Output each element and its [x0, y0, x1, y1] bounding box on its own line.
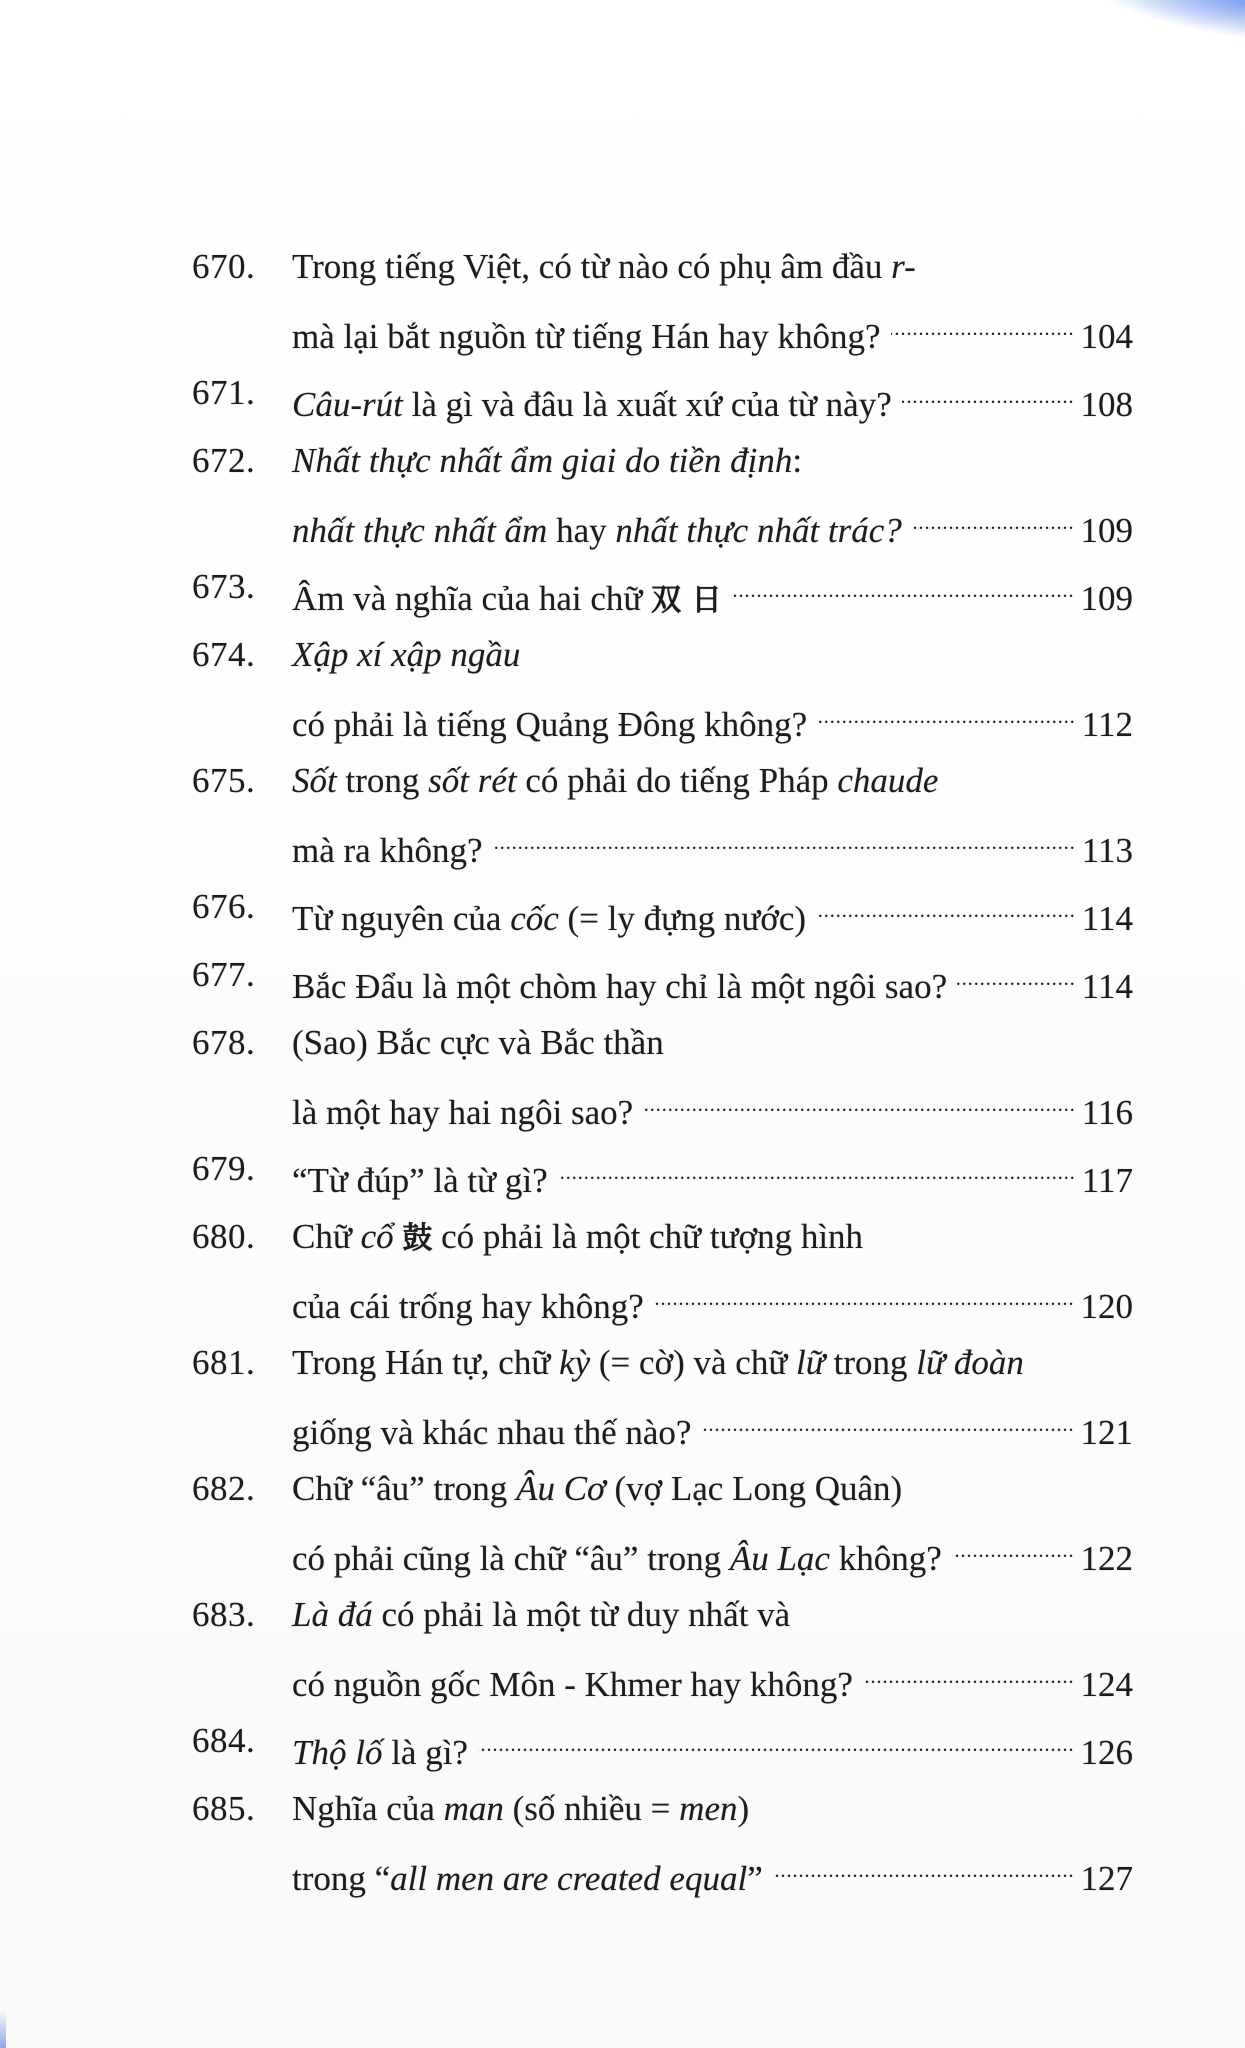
italic-term: chaude	[837, 761, 939, 800]
text-run: của cái trống hay không?	[292, 1287, 644, 1326]
text-run: Chữ	[292, 1217, 361, 1256]
text-run: (vợ Lạc Long Quân)	[605, 1469, 903, 1508]
entry-title	[292, 1020, 664, 1066]
toc-line	[0, 370, 1245, 424]
text-run: hay	[547, 511, 616, 550]
entry-text-row	[292, 370, 1133, 428]
entry-text-row	[292, 244, 1133, 290]
entry-title	[292, 964, 947, 1010]
toc-line	[0, 1786, 1245, 1832]
entry-title	[292, 1466, 902, 1512]
toc-line	[0, 952, 1245, 1006]
italic-term: Thộ lố	[292, 1733, 383, 1772]
entry-text-row	[292, 1524, 1133, 1582]
toc-line	[0, 1078, 1245, 1132]
dot-leader	[957, 952, 1076, 998]
entry-number: 683.	[192, 1595, 256, 1634]
entry-title	[292, 244, 916, 290]
text-run: trong	[824, 1343, 917, 1382]
toc-line	[0, 632, 1245, 678]
entry-title	[292, 896, 806, 942]
italic-term: Nhất thực nhất ẩm giai do tiền định	[292, 441, 793, 480]
entry-number: 674.	[192, 635, 256, 674]
page-number: 112	[1081, 705, 1133, 744]
entry-number: 684.	[192, 1721, 256, 1760]
page-number: 113	[1081, 831, 1133, 870]
dot-leader	[558, 1146, 1076, 1192]
text-run: trong “	[292, 1859, 391, 1898]
han-character: 鼓	[402, 1221, 433, 1256]
dot-leader	[863, 1650, 1075, 1696]
entry-title	[292, 314, 881, 360]
text-run: Âm và nghĩa của hai chữ	[292, 579, 652, 618]
page-number: 109	[1080, 511, 1133, 550]
entry-text-row	[292, 1146, 1133, 1204]
text-run: Từ nguyên của	[292, 899, 511, 938]
italic-term: Là đá	[292, 1595, 373, 1634]
italic-term: Xập xí xập ngầu	[292, 635, 521, 674]
toc-line	[0, 690, 1245, 744]
entry-title	[292, 1410, 691, 1456]
entry-text-row	[292, 438, 1133, 484]
text-run: trong	[336, 761, 429, 800]
toc-line	[0, 1466, 1245, 1512]
toc-line	[0, 1650, 1245, 1704]
dot-leader	[891, 302, 1075, 348]
dot-leader	[654, 1272, 1075, 1318]
entry-title	[292, 1536, 942, 1582]
toc-line	[0, 496, 1245, 550]
entry-text-row	[292, 1214, 1133, 1262]
text-run: Trong Hán tự, chữ	[292, 1343, 560, 1382]
han-character: 双 日	[651, 583, 722, 618]
entry-title	[292, 632, 520, 678]
text-run: (số nhiều =	[503, 1789, 680, 1828]
entry-text-row	[292, 1398, 1133, 1456]
toc-line	[0, 1020, 1245, 1066]
page-number: 124	[1080, 1665, 1133, 1704]
text-run: là gì và đâu là xuất xứ của từ này?	[402, 385, 892, 424]
toc-line	[0, 1146, 1245, 1200]
italic-term: lữ đoàn	[916, 1343, 1024, 1382]
text-run: Nghĩa của	[292, 1789, 444, 1828]
page-number: 120	[1080, 1287, 1133, 1326]
entry-title	[292, 828, 482, 874]
entry-number: 678.	[192, 1023, 256, 1062]
page-number: 114	[1081, 899, 1133, 938]
toc-line	[0, 244, 1245, 290]
entry-number: 679.	[192, 1149, 256, 1188]
entry-text-row	[292, 1786, 1133, 1832]
text-run: có nguồn gốc Môn - Khmer hay không?	[292, 1665, 853, 1704]
text-run: là một hay hai ngôi sao?	[292, 1093, 634, 1132]
italic-term: Âu Cơ	[516, 1469, 606, 1508]
page-number: 108	[1080, 385, 1133, 424]
entry-title	[292, 382, 892, 428]
text-run: :	[792, 441, 803, 480]
entry-text-row	[292, 496, 1133, 554]
toc-line	[0, 884, 1245, 938]
entry-number: 682.	[192, 1469, 256, 1508]
text-run: có phải là tiếng Quảng Đông không?	[292, 705, 808, 744]
italic-term: all men are created equal	[390, 1859, 748, 1898]
italic-term: r-	[891, 247, 916, 286]
entry-text-row	[292, 564, 1133, 624]
italic-term: Sốt	[292, 761, 337, 800]
toc-line	[0, 1214, 1245, 1260]
text-run: giống và khác nhau thế nào?	[292, 1413, 692, 1452]
page-number: 116	[1081, 1093, 1133, 1132]
toc-line	[0, 816, 1245, 870]
dot-leader	[816, 884, 1076, 930]
entry-number: 675.	[192, 761, 256, 800]
text-run: có phải cũng là chữ “âu” trong	[292, 1539, 730, 1578]
entry-title	[292, 1662, 853, 1708]
dot-leader	[902, 370, 1075, 416]
italic-term: cốc	[510, 899, 559, 938]
text-run: Chữ “âu” trong	[292, 1469, 517, 1508]
dot-leader	[478, 1718, 1075, 1764]
entry-text-row	[292, 1272, 1133, 1330]
entry-text-row	[292, 1466, 1133, 1512]
toc-line	[0, 1592, 1245, 1638]
dot-leader	[952, 1524, 1075, 1570]
entry-number: 671.	[192, 373, 256, 412]
entry-text-row	[292, 1650, 1133, 1708]
entry-text-row	[292, 758, 1133, 804]
entry-title	[292, 576, 722, 624]
entry-text-row	[292, 1592, 1133, 1638]
entry-number: 672.	[192, 441, 256, 480]
entry-text-row	[292, 1078, 1133, 1136]
text-run: có phải là một từ duy nhất và	[372, 1595, 791, 1634]
entry-title	[292, 438, 802, 484]
text-run: có phải là một chữ tượng hình	[432, 1217, 864, 1256]
entry-title	[292, 508, 902, 554]
toc-line	[0, 438, 1245, 484]
text-run: là gì?	[382, 1733, 468, 1772]
text-run: có phải do tiếng Pháp	[516, 761, 838, 800]
page-number: 121	[1080, 1413, 1133, 1452]
dot-leader	[912, 496, 1075, 542]
entry-title	[292, 1786, 749, 1832]
entry-text-row	[292, 690, 1133, 748]
toc-line	[0, 1340, 1245, 1386]
text-run: (= cờ) và chữ	[590, 1343, 797, 1382]
text-run: Bắc Đẩu là một chòm hay chỉ là một ngôi sao?	[292, 967, 948, 1006]
page-number: 127	[1080, 1859, 1133, 1898]
page-number: 122	[1080, 1539, 1133, 1578]
dot-leader	[732, 564, 1075, 610]
italic-term: sốt rét	[428, 761, 517, 800]
dot-leader	[643, 1078, 1076, 1124]
text-run: Trong tiếng Việt, có từ nào có phụ âm đầu	[292, 247, 892, 286]
toc-line	[0, 1524, 1245, 1578]
page-number: 109	[1080, 579, 1133, 618]
entry-text-row	[292, 1718, 1133, 1776]
dot-leader	[817, 690, 1076, 736]
toc-line	[0, 1718, 1245, 1772]
entry-number: 680.	[192, 1217, 256, 1256]
entry-number: 685.	[192, 1789, 256, 1828]
italic-term: lữ	[796, 1343, 825, 1382]
text-run: (= ly đựng nước)	[558, 899, 807, 938]
entry-title	[292, 1730, 468, 1776]
entry-text-row	[292, 1340, 1133, 1386]
italic-term: man	[443, 1789, 504, 1828]
toc-line	[0, 1272, 1245, 1326]
dot-leader	[492, 816, 1075, 862]
italic-term: kỳ	[559, 1343, 591, 1382]
entry-title	[292, 1214, 863, 1262]
entry-title	[292, 1856, 763, 1902]
text-run: )	[737, 1789, 750, 1828]
text-run: (Sao) Bắc cực và Bắc thần	[292, 1023, 664, 1062]
toc-line	[0, 564, 1245, 618]
text-run: “Từ đúp” là từ gì?	[292, 1161, 548, 1200]
dot-leader	[701, 1398, 1074, 1444]
entry-title	[292, 1158, 548, 1204]
text-run: ”	[747, 1859, 763, 1898]
toc-line	[0, 1844, 1245, 1898]
entry-text-row	[292, 1844, 1133, 1902]
entry-text-row	[292, 302, 1133, 360]
entry-title	[292, 1090, 633, 1136]
italic-term: cổ	[360, 1217, 394, 1256]
page-number: 126	[1080, 1733, 1133, 1772]
entry-text-row	[292, 884, 1133, 942]
page-number: 104	[1080, 317, 1133, 356]
italic-term: men	[679, 1789, 738, 1828]
italic-term: nhất thực nhất trác?	[615, 511, 902, 550]
toc-line	[0, 302, 1245, 356]
text-run: mà lại bắt nguồn từ tiếng Hán hay không?	[292, 317, 881, 356]
toc-line	[0, 1398, 1245, 1452]
dot-leader	[773, 1844, 1075, 1890]
text-run: không?	[829, 1539, 942, 1578]
entry-text-row	[292, 632, 1133, 678]
italic-term: Câu-rút	[292, 385, 403, 424]
italic-term: nhất thực nhất ẩm	[292, 511, 548, 550]
page-number: 114	[1081, 967, 1133, 1006]
entry-number: 677.	[192, 955, 256, 994]
entry-title	[292, 1592, 790, 1638]
entry-title	[292, 758, 938, 804]
entry-title	[292, 1340, 1024, 1386]
text-run: mà ra không?	[292, 831, 483, 870]
italic-term: Âu Lạc	[729, 1539, 830, 1578]
entry-text-row	[292, 952, 1133, 1010]
entry-text-row	[292, 816, 1133, 874]
page-number: 117	[1081, 1161, 1133, 1200]
entry-text-row	[292, 1020, 1133, 1066]
entry-number: 673.	[192, 567, 256, 606]
entry-number: 670.	[192, 247, 256, 286]
entry-title	[292, 702, 807, 748]
toc-line	[0, 758, 1245, 804]
entry-title	[292, 1284, 644, 1330]
entry-number: 676.	[192, 887, 256, 926]
entry-number: 681.	[192, 1343, 256, 1382]
